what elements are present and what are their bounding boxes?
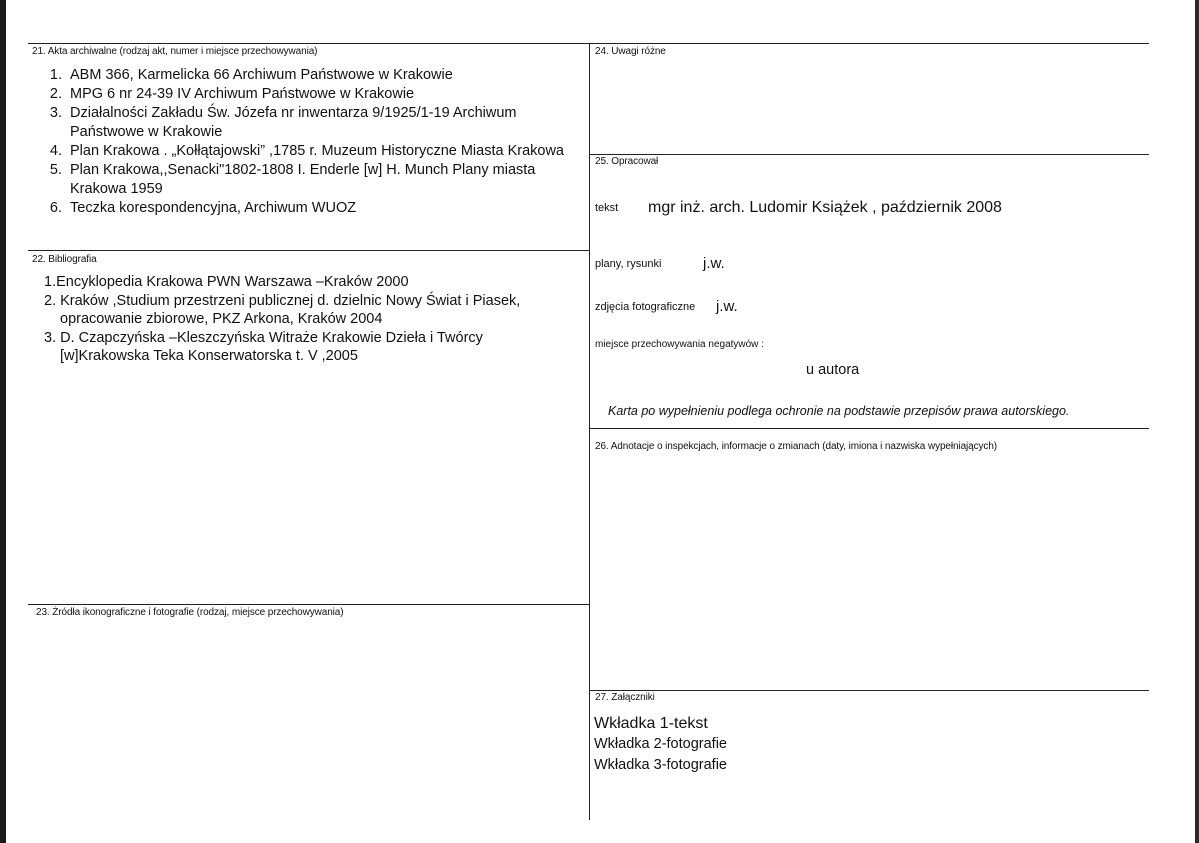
miejsce-label: miejsce przechowywania negatywów : [595, 339, 764, 350]
copyright-note: Karta po wypełnieniu podlega ochronie na podstawie przepisów prawa autorskiego. [608, 404, 1070, 418]
scan-edge-left [0, 0, 6, 843]
section-22-title: 22. Bibliografia [32, 254, 97, 265]
tekst-value: mgr inż. arch. Ludomir Książek , październik 2008 [648, 199, 1002, 216]
rule-25-26 [589, 428, 1149, 429]
scan-edge-right [1195, 0, 1199, 843]
archival-records-list [42, 66, 582, 218]
bibliography-list [44, 273, 574, 366]
zdjecia-value: j.w. [716, 298, 738, 315]
column-divider [589, 43, 590, 820]
rule-24-25 [589, 154, 1149, 155]
section-23-title: 23. Źródła ikonograficzne i fotografie (rodzaj, miejsce przechowywania) [36, 607, 344, 618]
plany-label: plany, rysunki [595, 258, 662, 270]
section-25-title: 25. Opracował [595, 156, 659, 167]
list-item: 1.Encyklopedia Krakowa PWN Warszawa –Kraków 2000 [44, 274, 409, 290]
list-item: Wkładka 3-fotografie [594, 757, 727, 773]
rule-21-22 [28, 250, 589, 251]
tekst-label: tekst [595, 202, 619, 214]
list-item: 1 . ABM 366, Karmelicka 66 Archiwum Państwowe w Krakowie [42, 66, 582, 85]
list-item: 5 . Plan Krakowa,,Senacki"1802-1808 I. Enderle [w] H. Munch Plany miasta Krakowa 1959 [42, 161, 582, 199]
section-24-title: 24. Uwagi różne [595, 46, 666, 57]
list-item: 2. Kraków ,Studium przestrzeni publicznej d. dzielnic Nowy Świat i Piasek, opracowanie zbiorowe, PKZ Arkona, Kraków 2004 [44, 292, 521, 327]
list-item: 3. D. Czapczyńska –Kleszczyńska Witraże Krakowie Dzieła i Twórcy [w]Krakowska Teka Konserwatorska t. V ,2005 [44, 329, 483, 364]
miejsce-value: u autora [806, 362, 860, 378]
list-item: 3 . Działalności Zakładu Św. Józefa nr inwentarza 9/1925/1-19 Archiwum Państwowe w Krakowie [42, 104, 582, 142]
list-item: Wkładka 1-tekst [594, 715, 708, 732]
list-item: 6 . Teczka korespondencyjna, Archiwum WUOZ [42, 199, 582, 218]
section-26-title: 26. Adnotacje o inspekcjach, informacje o zmianach (daty, imiona i nazwiska wypełniających) [595, 441, 998, 452]
rule-26-27 [589, 690, 1149, 691]
section-21-title: 21. Akta archiwalne (rodzaj akt, numer i miejsce przechowywania) [32, 46, 318, 57]
list-item: Wkładka 2-fotografie [594, 736, 727, 752]
list-item: 4 . Plan Krakowa . „Kołłątajowski” ,1785 r. Muzeum Historyczne Miasta Krakowa [42, 142, 582, 161]
list-item: 2 . MPG 6 nr 24-39 IV Archiwum Państwowe w Krakowie [42, 85, 582, 104]
zdjecia-label: zdjęcia fotograficzne [595, 301, 696, 313]
rule-22-23 [28, 604, 589, 605]
attachments-list [594, 713, 727, 776]
plany-value: j.w. [703, 255, 725, 272]
section-27-title: 27. Załączniki [595, 692, 655, 703]
